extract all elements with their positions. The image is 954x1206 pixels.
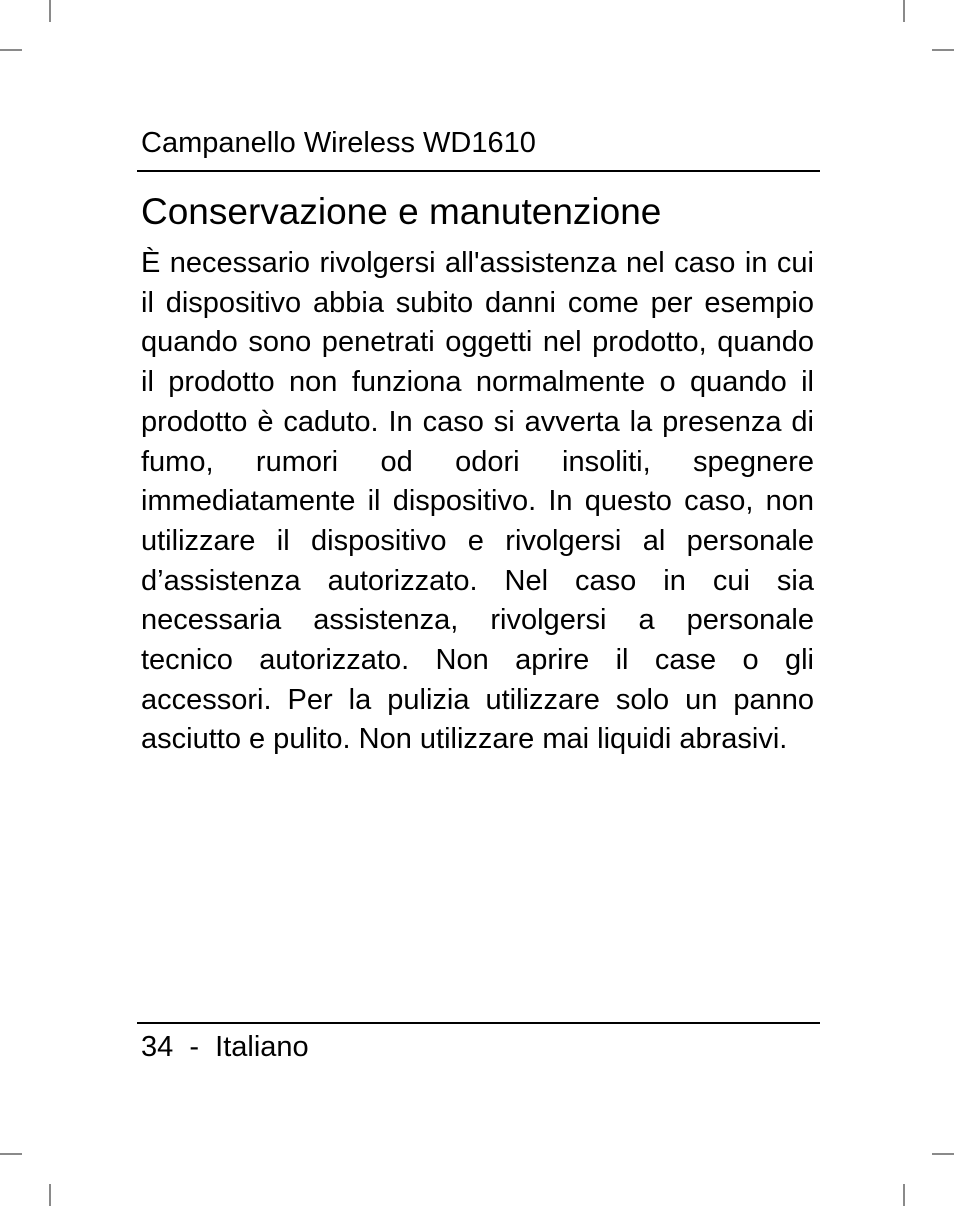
crop-mark-top-right — [903, 0, 905, 22]
section-body-paragraph: È necessario rivolgersi all'assistenza nel caso in cui il dispositivo abbia subito danni come per esempio quando sono penetrati oggetti nel prodotto, quando il prodotto non funziona normalmente o quando il prodotto è caduto. In caso si avverta la presenza di fumo, rumori od odori insoliti, spegnere immediatamente il dispositivo. In questo caso, non utilizzare il dispositivo e rivolgersi al personale d’assistenza autorizzato. Nel caso in cui sia necessaria assistenza, rivolgersi a personale tecnico autorizzato. Non aprire il case o gli accessori. Per la pulizia utilizzare solo un panno asciutto e pulito. Non utilizzare mai liquidi abrasivi. — [141, 247, 814, 756]
crop-mark-bottom-left-horizontal — [0, 1153, 22, 1155]
crop-mark-top-right-horizontal — [932, 49, 954, 51]
crop-mark-bottom-right — [903, 1184, 905, 1206]
crop-mark-bottom-right-horizontal — [932, 1153, 954, 1155]
running-header-title: Campanello Wireless WD1610 — [141, 127, 536, 159]
section-title: Conservazione e manutenzione — [141, 191, 662, 232]
footer-rule — [137, 1022, 820, 1024]
page-number-language: 34 - Italiano — [141, 1031, 309, 1063]
crop-mark-top-left — [49, 0, 51, 22]
header-rule — [137, 170, 820, 172]
crop-mark-bottom-left — [49, 1184, 51, 1206]
crop-mark-top-left-horizontal — [0, 49, 22, 51]
